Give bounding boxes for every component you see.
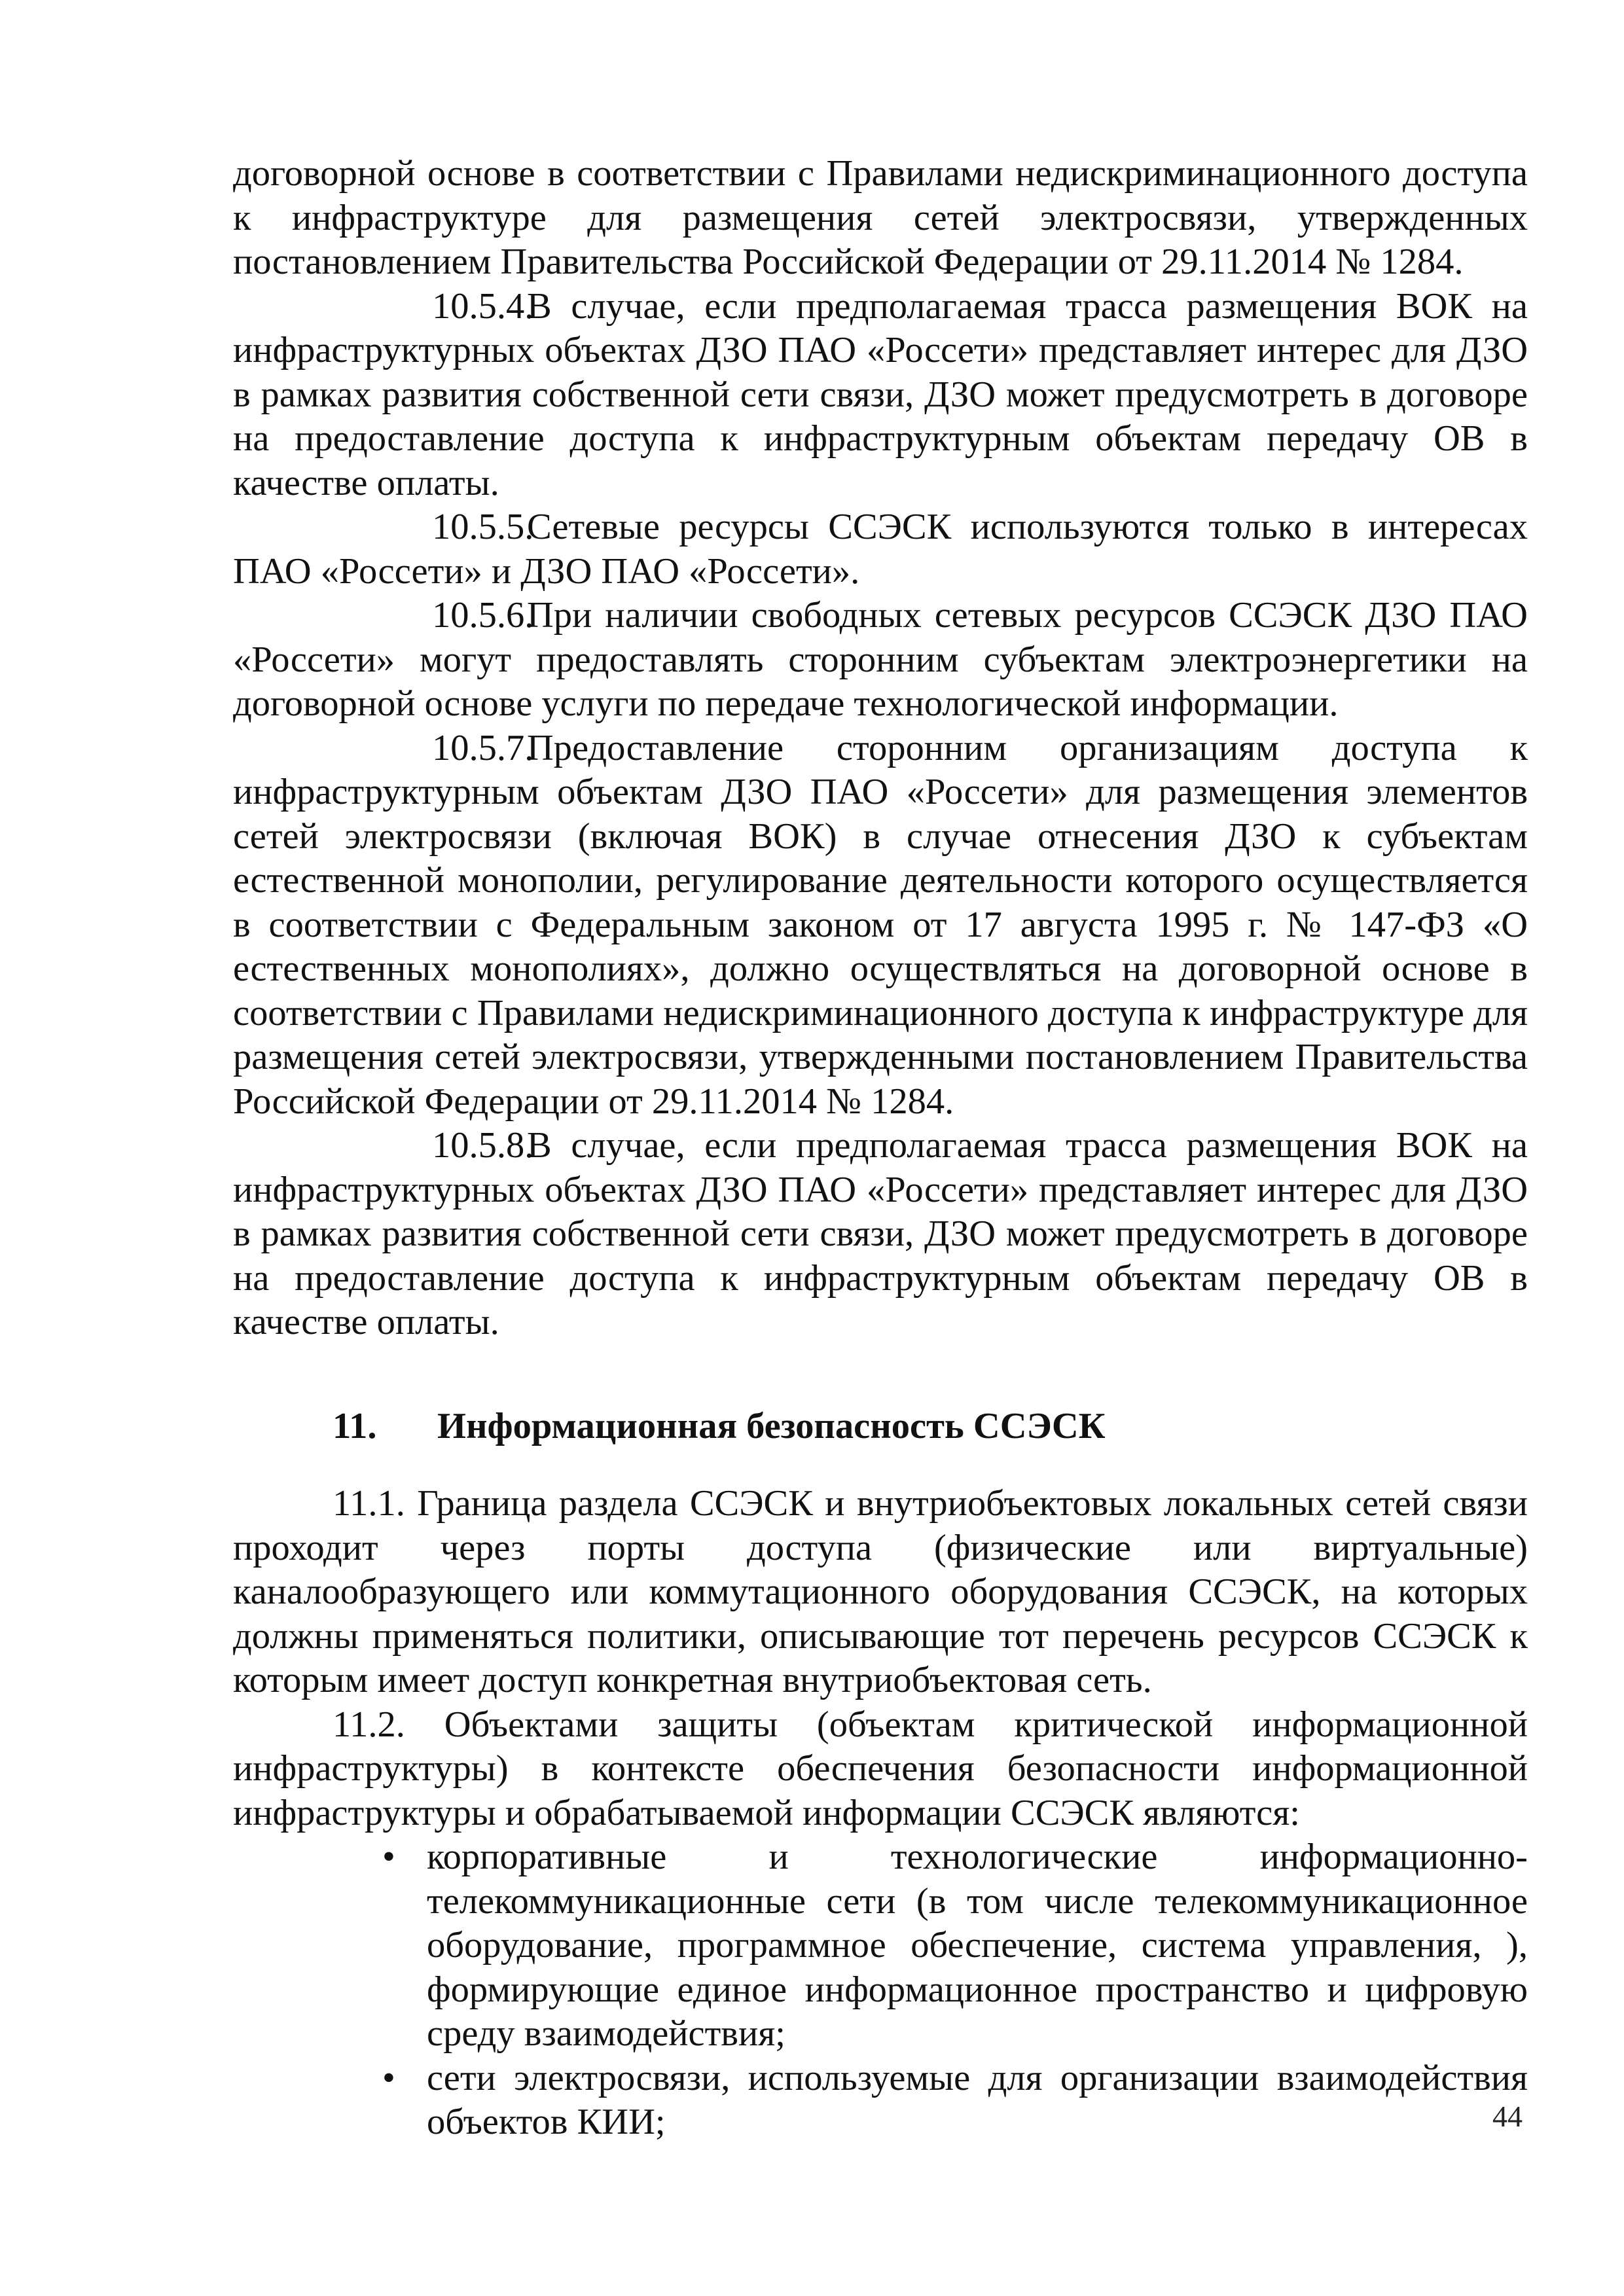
bullet-dot-icon: • [382, 2057, 395, 2098]
section-heading [233, 1405, 1528, 1449]
paragraph-text: Сетевые ресурсы ССЭСК используются только в интересах ПАО «Россети» и ДЗО ПАО «Россети». [233, 507, 1528, 592]
paragraph-10-5-4 [233, 285, 1528, 506]
paragraph-text: В случае, если предполагаемая трасса размещения ВОК на инфраструктурных объектах ДЗО ПАО «Россети» представляет интерес для ДЗО в рамках развития собственной сети связи, ДЗО может предусмотреть в договоре на предоставление доступа к инфраструктурным объектам передачу ОВ в качестве оплаты. [233, 285, 1528, 503]
paragraph-text: Граница раздела ССЭСК и внутриобъектовых локальных сетей связи проходит через порты доступа (физические или виртуальные) каналообразующего или коммутационного оборудования ССЭСК, на которых должны применяться политики, описывающие тот перечень ресурсов ССЭСК к которым имеет доступ конкретная внутриобъектовая сеть. [233, 1483, 1528, 1700]
text-continuation: договорной основе в соответствии с Правилами недискриминационного доступа к инфраструктуре для размещения сетей электросвязи, утвержденных постановлением Правительства Российской Федерации от 29.11.2014 № 1284. [233, 153, 1528, 282]
section-title: Информационная безопасность ССЭСК [437, 1405, 1106, 1446]
list-item-text: корпоративные и технологические информационно-телекоммуникационные сети (в том числе телекоммуникационное оборудование, программное обеспечение, система управления, ), формирующие единое информационное пространство и цифровую среду взаимодействия; [427, 1837, 1528, 2054]
paragraph-10-5-7 [233, 726, 1528, 1124]
paragraph-10-5-5 [233, 505, 1528, 594]
paragraph-11-1 [233, 1482, 1528, 1703]
paragraph-11-2 [233, 1703, 1528, 1836]
paragraph-text: При наличии свободных сетевых ресурсов ССЭСК ДЗО ПАО «Россети» могут предоставлять сторонним субъектам электроэнергетики на договорной основе услуги по передаче технологической информации. [233, 595, 1528, 724]
paragraph-number: 10.5.7. [432, 727, 534, 768]
paragraph-text: В случае, если предполагаемая трасса размещения ВОК на инфраструктурных объектах ДЗО ПАО «Россети» представляет интерес для ДЗО в рамках развития собственной сети связи, ДЗО может предусмотреть в договоре на предоставление доступа к инфраструктурным объектам передачу ОВ в качестве оплаты. [233, 1125, 1528, 1342]
paragraph-10-5-8 [233, 1124, 1528, 1345]
protection-objects-list [233, 1835, 1528, 2145]
page-number: 44 [1492, 2100, 1523, 2133]
paragraph-number: 11.1. [333, 1483, 405, 1524]
paragraph-text: Предоставление сторонним организациям доступа к инфраструктурным объектам ДЗО ПАО «Россети» для размещения элементов сетей электросвязи (включая ВОК) в случае отнесения ДЗО к субъектам естественной монополии, регулирование деятельности которого осуществляется в соответствии с Федеральным законом от 17 августа 1995 г. № 147-ФЗ «О естественных монополиях», должно осуществляться на договорной основе в соответствии с Правилами недискриминационного доступа к инфраструктуре для размещения сетей электросвязи, утвержденными постановлением Правительства Российской Федерации от 29.11.2014 № 1284. [233, 727, 1528, 1122]
paragraph-10-5-6 [233, 594, 1528, 726]
list-item [382, 2056, 1528, 2145]
document-page [233, 152, 1528, 2145]
bullet-dot-icon: • [382, 1837, 395, 1877]
list-item [382, 1835, 1528, 2056]
paragraph-number: 10.5.5. [432, 507, 534, 547]
paragraph-number: 11.2. [333, 1704, 405, 1745]
paragraph-number: 10.5.8. [432, 1125, 534, 1166]
paragraph-text: Объектами защиты (объектам критической информационной инфраструктуры) в контексте обеспечения безопасности информационной инфраструктуры и обрабатываемой информации ССЭСК являются: [233, 1704, 1528, 1833]
list-item-text: сети электросвязи, используемые для организации взаимодействия объектов КИИ; [427, 2057, 1528, 2142]
paragraph-number: 10.5.6. [432, 595, 534, 636]
paragraph-number: 10.5.4. [432, 285, 534, 327]
section-number: 11. [333, 1405, 377, 1446]
